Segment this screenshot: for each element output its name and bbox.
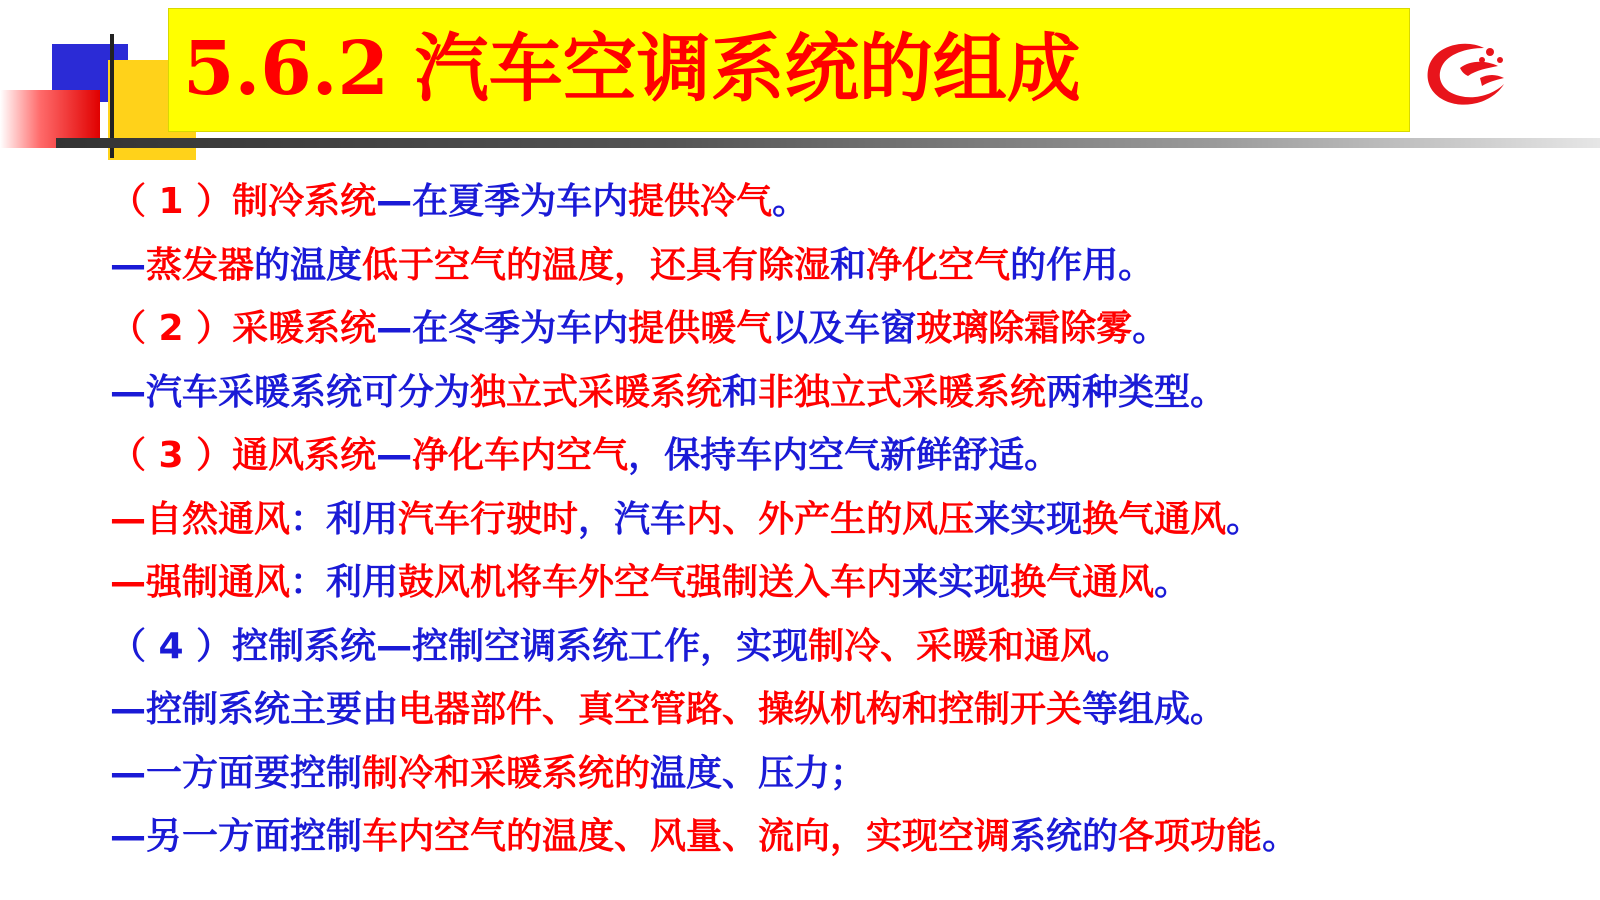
text-segment: 和 <box>722 371 759 413</box>
text-segment: 的温度 <box>254 244 363 286</box>
text-segment: （ 1 ）制冷系统 <box>110 181 377 222</box>
text-segment: 鼓风机将车外空气强制送入车内 <box>398 562 903 603</box>
text-segment: 以及车窗 <box>772 308 917 349</box>
text-segment: —强制通风 <box>110 562 291 603</box>
content-line <box>110 297 1590 361</box>
text-segment: 来实现 <box>974 498 1083 540</box>
text-segment: 低于空气的温度，还具有除湿 <box>362 244 831 286</box>
text-segment: 提供冷气 <box>628 181 773 222</box>
text-segment: （ 2 ）采暖系统 <box>110 308 377 349</box>
content-line <box>110 615 1590 679</box>
text-segment: —汽车采暖系统可分为 <box>110 371 471 413</box>
text-segment: 玻璃除霜除雾 <box>916 308 1133 349</box>
text-segment: 车内空气的温度、风量、流向，实现空调 <box>362 816 1011 857</box>
slide-title: 5.6.2 汽车空调系统的组成 <box>183 26 1081 112</box>
text-segment: —一方面要控制 <box>110 752 363 794</box>
text-segment: ：利用 <box>290 562 399 603</box>
text-segment: ，汽车 <box>578 498 687 540</box>
text-segment: 。 <box>772 181 809 222</box>
text-segment: —在冬季为车内 <box>376 308 629 349</box>
content-line <box>110 170 1590 234</box>
content-line <box>110 551 1590 615</box>
content-line <box>110 234 1590 298</box>
text-segment: 系统的 <box>1010 816 1119 857</box>
text-segment: 等组成。 <box>1082 689 1227 730</box>
text-segment: 提供暖气 <box>628 308 773 349</box>
content-line <box>110 488 1590 552</box>
content-line <box>110 742 1590 806</box>
text-segment: （ 4 ）控制系统—控制空调系统工作，实现 <box>110 625 809 667</box>
text-segment: 。 <box>1262 816 1299 857</box>
header-divider <box>56 138 1600 148</box>
text-segment: 换气通风 <box>1082 498 1227 540</box>
content-line <box>110 678 1590 742</box>
text-segment: —另一方面控制 <box>110 816 363 857</box>
text-segment: 非独立式采暖系统 <box>758 371 1047 413</box>
text-segment: 两种类型。 <box>1046 371 1227 413</box>
text-segment: 和 <box>830 244 867 286</box>
text-segment: —自然通风 <box>110 498 291 540</box>
text-segment: 蒸发器 <box>146 244 255 286</box>
text-segment: 净化车内空气 <box>412 435 629 476</box>
title-banner <box>168 8 1410 132</box>
content-line <box>110 424 1590 488</box>
content-line <box>110 805 1590 869</box>
text-segment: 汽车行驶时 <box>398 498 579 540</box>
text-segment: 来实现 <box>902 562 1011 603</box>
text-segment: 。 <box>1154 562 1191 603</box>
text-segment: 换气通风 <box>1010 562 1155 603</box>
text-segment: 的作用。 <box>1010 244 1155 286</box>
text-segment: 内、外产生的风压 <box>686 498 975 540</box>
text-segment: 制冷和采暖系统的 <box>362 752 651 794</box>
text-segment: —在夏季为车内 <box>376 181 629 222</box>
text-segment: 独立式采暖系统 <box>470 371 723 413</box>
content-line <box>110 361 1590 425</box>
text-segment: 。 <box>1096 625 1133 667</box>
text-segment: ：利用 <box>290 498 399 540</box>
text-segment: 温度、压力； <box>650 752 867 794</box>
text-segment: 制冷、采暖和通风 <box>808 625 1097 667</box>
text-segment: 电器部件、真空管路、操纵机构和控制开关 <box>398 689 1083 730</box>
text-segment: （ 3 ）通风系统 <box>110 435 377 476</box>
text-segment: 。 <box>1132 308 1169 349</box>
text-segment: — <box>376 435 413 476</box>
content-list <box>110 170 1590 869</box>
text-segment: — <box>110 244 146 286</box>
text-segment: 。 <box>1226 498 1263 540</box>
text-segment: 净化空气 <box>866 244 1011 286</box>
text-segment: ，保持车内空气新鲜舒适。 <box>628 435 1061 476</box>
text-segment: 各项功能 <box>1118 816 1263 857</box>
text-segment: —控制系统主要由 <box>110 689 399 730</box>
school-logo-icon <box>1424 38 1510 110</box>
